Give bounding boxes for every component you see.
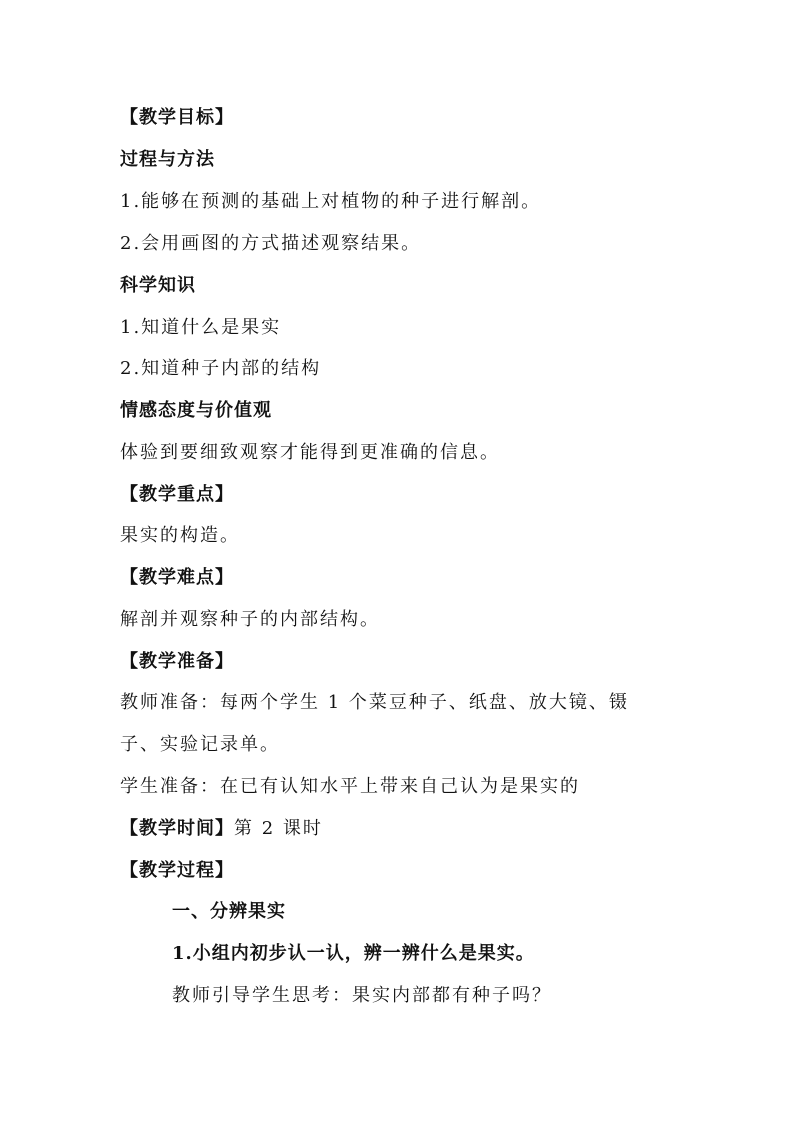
key-points-text: 果实的构造。 bbox=[120, 525, 240, 546]
section-heading-teaching-process: 【教学过程】 bbox=[120, 860, 234, 881]
knowledge-item-1: 1.知道什么是果实 bbox=[120, 317, 282, 338]
teacher-guidance-text: 教师引导学生思考：果实内部都有种子吗？ bbox=[172, 985, 552, 1006]
student-preparation-text: 学生准备：在已有认知水平上带来自己认为是果实的 bbox=[120, 776, 580, 797]
section-heading-teaching-goals: 【教学目标】 bbox=[120, 107, 234, 128]
attitude-text: 体验到要细致观察才能得到更准确的信息。 bbox=[120, 442, 500, 463]
teaching-time-line bbox=[120, 817, 323, 841]
teacher-preparation-line-1: 教师准备：每两个学生 1 个菜豆种子、纸盘、放大镜、镊 bbox=[120, 692, 629, 713]
knowledge-item-2: 2.知道种子内部的结构 bbox=[120, 358, 322, 379]
goal-item-1: 1.能够在预测的基础上对植物的种子进行解剖。 bbox=[120, 191, 542, 212]
process-step-1: 1.小组内初步认一认，辨一辨什么是果实。 bbox=[172, 943, 535, 964]
teaching-time-value: 第 2 课时 bbox=[234, 818, 323, 839]
subheading-scientific-knowledge: 科学知识 bbox=[120, 275, 196, 296]
teacher-preparation-line-2: 子、实验记录单。 bbox=[120, 734, 280, 755]
difficulties-text: 解剖并观察种子的内部结构。 bbox=[120, 609, 380, 630]
subheading-process-method: 过程与方法 bbox=[120, 149, 215, 170]
section-heading-difficulties: 【教学难点】 bbox=[120, 567, 234, 588]
goal-item-2: 2.会用画图的方式描述观察结果。 bbox=[120, 233, 422, 254]
process-step-heading: 一、分辨果实 bbox=[172, 901, 286, 922]
section-heading-teaching-time: 【教学时间】 bbox=[120, 818, 234, 839]
section-heading-preparation: 【教学准备】 bbox=[120, 651, 234, 672]
subheading-attitude-values: 情感态度与价值观 bbox=[120, 400, 272, 421]
section-heading-key-points: 【教学重点】 bbox=[120, 484, 234, 505]
